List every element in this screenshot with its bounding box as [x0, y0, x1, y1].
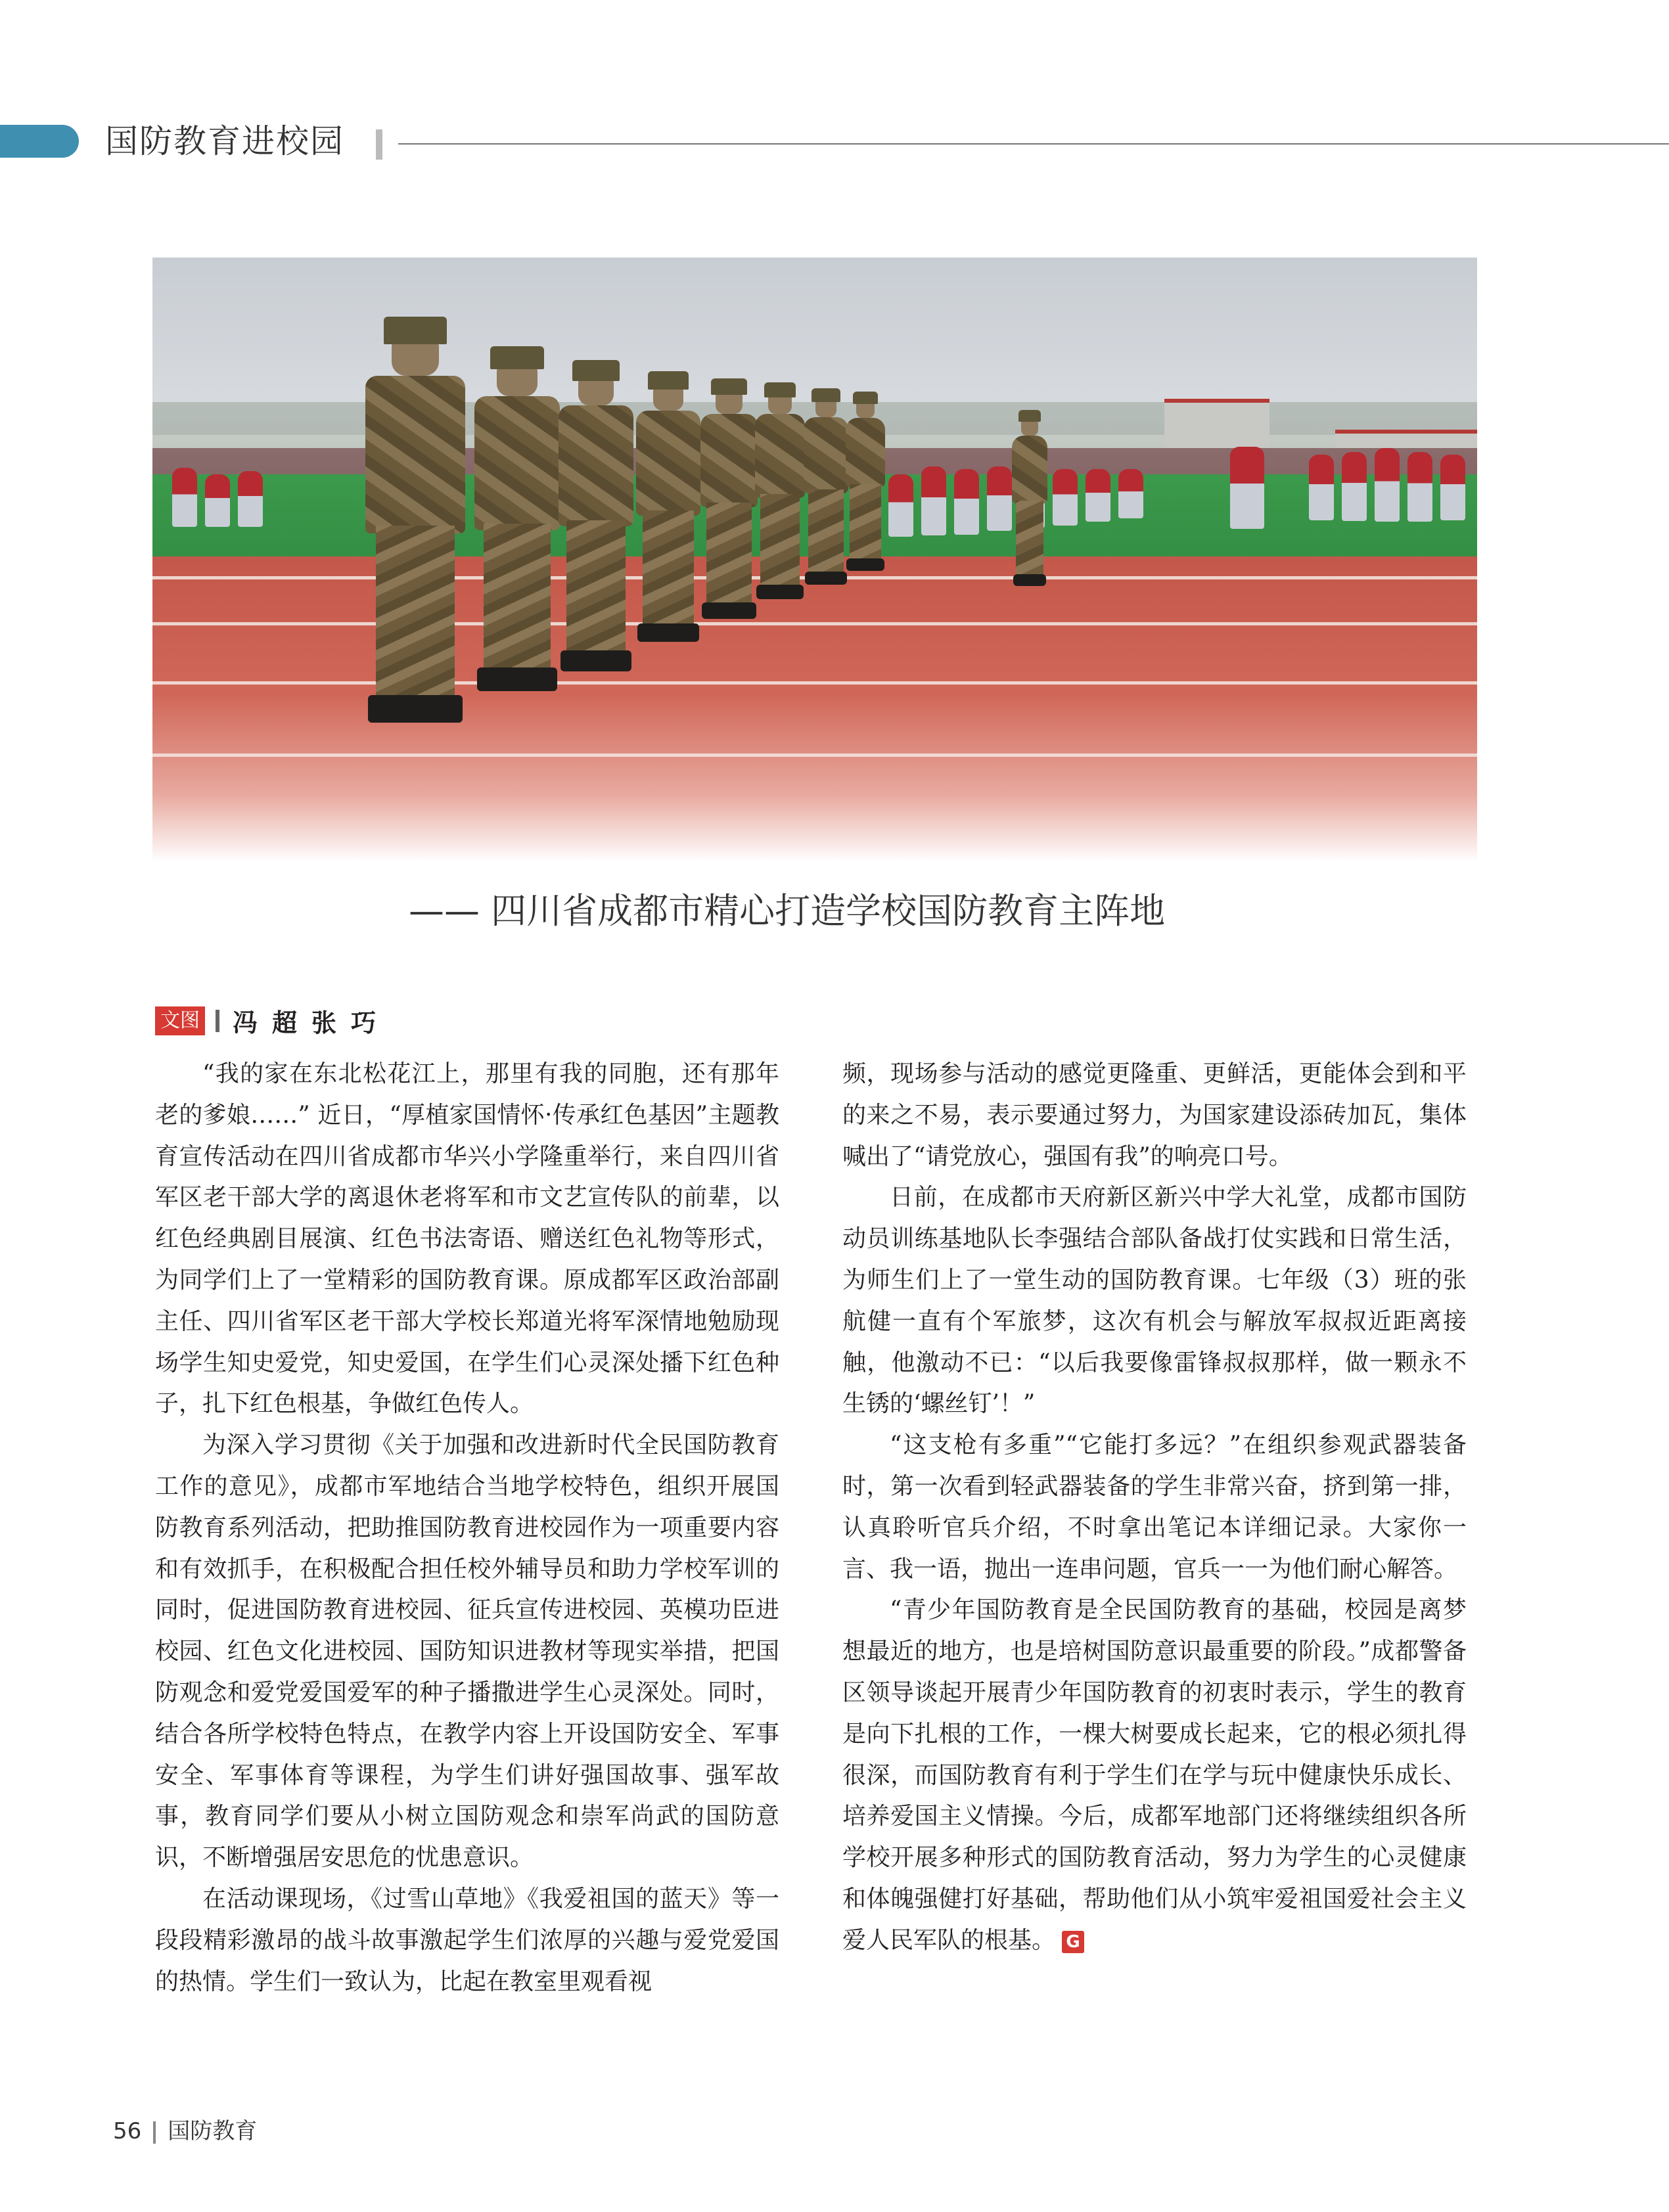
- photo-soldier: [839, 397, 892, 571]
- paragraph: 在活动课现场，《过雪山草地》《我爱祖国的蓝天》等一段段精彩激昂的战斗故事激起学生们浓厚的兴趣与爱党爱国的热情。学生们一致认为，比起在教室里观看视: [155, 1885, 779, 1995]
- photo-student: [172, 468, 197, 527]
- header-rule: [398, 143, 1669, 145]
- byline-tag: 文图: [155, 1006, 205, 1035]
- section-title-bar: [376, 129, 382, 160]
- byline-authors: 冯超张巧: [233, 1008, 391, 1037]
- photo-student: [954, 469, 979, 535]
- photo-student: [1407, 452, 1432, 522]
- magazine-name: 国防教育: [168, 2118, 258, 2144]
- photo-student: [205, 474, 230, 527]
- hero-photo: [152, 258, 1477, 862]
- paragraph: 频，现场参与活动的感觉更隆重、更鲜活，更能体会到和平的来之不易，表示要通过努力，为国家建设添砖加瓦，集体喊出了“请党放心，强国有我”的响亮口号。: [842, 1060, 1467, 1170]
- photo-student: [1375, 448, 1400, 522]
- paragraph-text: “青少年国防教育是全民国防教育的基础，校园是离梦想最近的地方，也是培树国防意识最重要的阶段。”成都警备区领导谈起开展青少年国防教育的初衷时表示，学生的教育是向下扎根的工作，一棵大树要成长起来，它的根必须扎得很深，而国防教育有利于学生们在学与玩中健康快乐成长、培养爱国主义情操。今后，成都军地部门还将继续组织各所学校开展多种形式的国防教育活动，努力为学生的心灵健康和体魄强健打好基础，帮助他们从小筑牢爱祖国爱社会主义爱人民军队的根基。: [842, 1596, 1467, 1954]
- byline: [155, 1003, 391, 1037]
- photo-student: [1230, 447, 1264, 529]
- article-column-right: [842, 1054, 1467, 1962]
- paragraph: 为深入学习贯彻《关于加强和改进新时代全民国防教育工作的意见》，成都市军地结合当地学校特色，组织开展国防教育系列活动，把助推国防教育进校园作为一项重要内容和有效抓手，在积极配合担任校外辅导员和助力学校军训的同时，促进国防教育进校园、征兵宣传进校园、英模功臣进校园、红色文化进校园、国防知识进教材等现实举措，把国防观念和爱党爱国爱军的种子播撒进学生心灵深处。同时，结合各所学校特色特点，在教学内容上开设国防安全、军事安全、军事体育等课程，为学生们讲好强国故事、强军故事，教育同学们要从小树立国防观念和崇军尚武的国防意识，不断增强居安思危的忧患意识。: [155, 1432, 779, 1872]
- photo-student: [238, 471, 263, 527]
- photo-student: [1440, 455, 1465, 520]
- section-tab-marker: [0, 125, 79, 158]
- photo-student: [1086, 469, 1110, 522]
- photo-student: [1118, 469, 1143, 518]
- article-column-left: [155, 1054, 779, 2002]
- photo-student: [1309, 455, 1334, 520]
- paragraph-last: [842, 1590, 1467, 1961]
- photo-building: [1164, 399, 1269, 449]
- photo-student: [921, 466, 946, 535]
- article-subtitle: —— 四川省成都市精心打造学校国防教育主阵地: [409, 890, 1166, 932]
- track-lane-line: [152, 754, 1477, 757]
- photo-soldier-officer: [1007, 415, 1053, 586]
- page-footer: [113, 2113, 257, 2145]
- footer-separator: [153, 2121, 156, 2144]
- end-mark-icon: G: [1062, 1931, 1084, 1953]
- photo-student: [1342, 452, 1367, 521]
- section-title: 国防教育进校园: [105, 122, 344, 160]
- paragraph: “这支枪有多重”“它能打多远？”在组织参观武器装备时，第一次看到轻武器装备的学生非常兴奋，挤到第一排，认真聆听官兵介绍，不时拿出笔记本详细记录。大家你一言、我一语，抛出一连串问题，官兵一一为他们耐心解答。: [842, 1432, 1467, 1583]
- page-number: 56: [113, 2118, 142, 2144]
- photo-student: [888, 474, 913, 537]
- paragraph: 日前，在成都市天府新区新兴中学大礼堂，成都市国防动员训练基地队长李强结合部队备战打仗实践和日常生活，为师生们上了一堂生动的国防教育课。七年级（3）班的张航健一直有个军旅梦，这次有机会与解放军叔叔近距离接触，他激动不已：“以后我要像雷锋叔叔那样，做一颗永不生锈的‘螺丝钉’！”: [842, 1184, 1467, 1418]
- byline-separator: [216, 1010, 219, 1032]
- paragraph: “我的家在东北松花江上，那里有我的同胞，还有那年老的爹娘……” 近日，“厚植家国情怀·传承红色基因”主题教育宣传活动在四川省成都市华兴小学隆重举行，来自四川省军区老干部大学的离退休老将军和市文艺宣传队的前辈，以红色经典剧目展演、红色书法寄语、赠送红色礼物等形式，为同学们上了一堂精彩的国防教育课。原成都军区政治部副主任、四川省军区老干部大学校长郑道光将军深情地勉励现场学生知史爱党，知史爱国，在学生们心灵深处播下红色种子，扎下红色根基，争做红色传人。: [155, 1060, 779, 1418]
- photo-student: [1053, 469, 1078, 526]
